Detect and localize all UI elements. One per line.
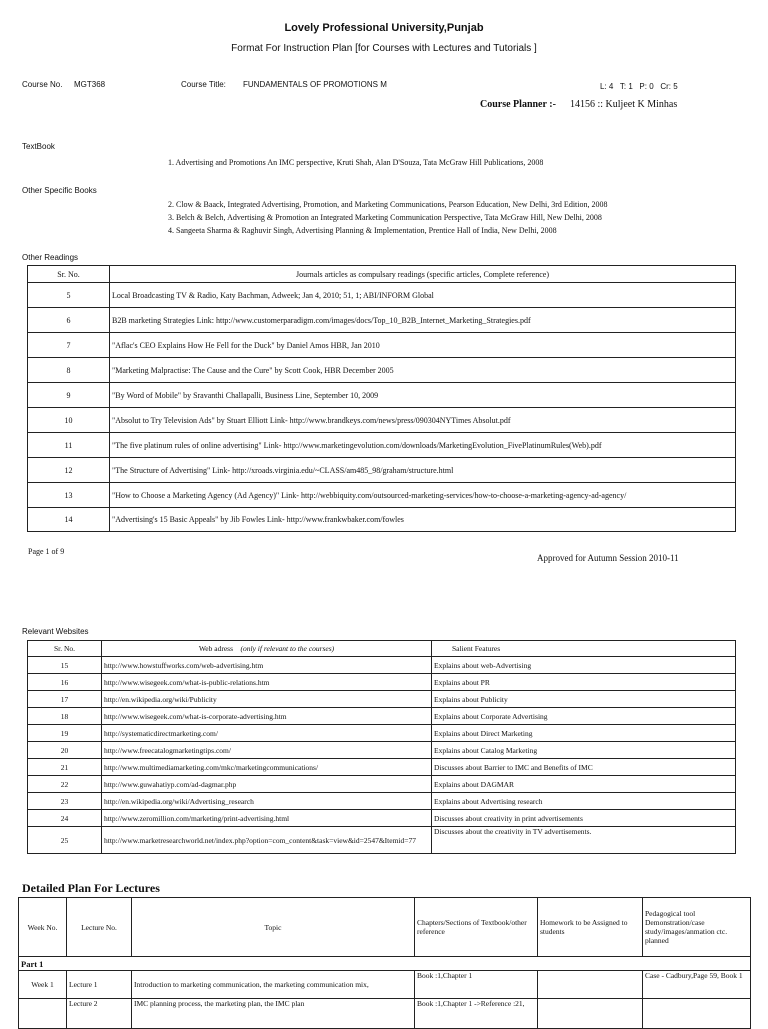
website-feature: Discusses about Barrier to IMC and Benefits of IMC <box>432 759 736 776</box>
table-row <box>28 433 736 458</box>
course-no-label: Course No. <box>22 80 63 89</box>
reading-no: 13 <box>28 483 110 508</box>
course-planner: 14156 :: Kuljeet K Minhas <box>570 99 678 110</box>
reading-text: "Aflac's CEO Explains How He Fell for the Duck" by Daniel Amos HBR, Jan 2010 <box>110 333 736 358</box>
reading-text: "By Word of Mobile" by Sravanthi Challapalli, Business Line, September 10, 2009 <box>110 383 736 408</box>
website-url: http://www.marketresearchworld.net/index.php?option=com_content&task=view&id=2547&Itemid=77 <box>102 827 432 854</box>
website-feature: Explains about Direct Marketing <box>432 725 736 742</box>
reading-no: 5 <box>28 283 110 308</box>
reading-text: Local Broadcasting TV & Radio, Katy Bachman, Adweek; Jan 4, 2010; 51, 1; ABI/INFORM Global <box>110 283 736 308</box>
other-readings-label: Other Readings <box>22 253 79 262</box>
part-label: Part 1 <box>19 957 751 971</box>
lectures-header-pedagogy: Pedagogical tool Demonstration/case study/images/anmation ctc. planned <box>643 898 751 957</box>
website-url: http://www.zeromillion.com/marketing/print-advertising.html <box>102 810 432 827</box>
readings-table <box>27 265 736 532</box>
table-row <box>28 827 736 854</box>
reading-no: 8 <box>28 358 110 383</box>
approved-session: Approved for Autumn Session 2010-11 <box>537 553 679 563</box>
table-row <box>28 725 736 742</box>
table-row <box>28 408 736 433</box>
website-url: http://www.wisegeek.com/what-is-corporate-advertising.htm <box>102 708 432 725</box>
website-no: 24 <box>28 810 102 827</box>
websites-label: Relevant Websites <box>22 627 89 636</box>
table-row <box>28 657 736 674</box>
reading-no: 6 <box>28 308 110 333</box>
format-subtitle: Format For Instruction Plan [for Courses with Lectures and Tutorials ] <box>231 43 537 54</box>
website-feature: Discusses about creativity in print advertisements <box>432 810 736 827</box>
lectures-header-week: Week No. <box>19 898 67 957</box>
page-number: Page 1 of 9 <box>28 547 65 556</box>
readings-header-ref: Journals articles as compulsary readings (specific articles, Complete reference) <box>110 266 736 283</box>
reading-no: 10 <box>28 408 110 433</box>
website-url: http://www.howstuffworks.com/web-advertising.htm <box>102 657 432 674</box>
lecture-topic: Introduction to marketing communication, the marketing communication mix, <box>132 971 415 999</box>
website-no: 23 <box>28 793 102 810</box>
website-no: 18 <box>28 708 102 725</box>
lectures-header-lecture: Lecture No. <box>67 898 132 957</box>
lecture-pedagogy <box>643 999 751 1029</box>
website-feature: Explains about DAGMAR <box>432 776 736 793</box>
table-row <box>28 691 736 708</box>
website-url: http://www.guwahatiyp.com/ad-dagmar.php <box>102 776 432 793</box>
website-no: 16 <box>28 674 102 691</box>
reading-no: 11 <box>28 433 110 458</box>
website-url: http://www.multimediamarketing.com/mkc/marketingcommunications/ <box>102 759 432 776</box>
table-row <box>28 508 736 532</box>
textbook-item: 1. Advertising and Promotions An IMC perspective, Kruti Shah, Alan D'Souza, Tata McGraw Hill Publications, 2008 <box>168 158 544 167</box>
course-title: FUNDAMENTALS OF PROMOTIONS M <box>243 80 387 89</box>
website-url: http://www.freecatalogmarketingtips.com/ <box>102 742 432 759</box>
websites-header-features: Salient Features <box>432 641 736 657</box>
website-no: 21 <box>28 759 102 776</box>
table-row <box>28 674 736 691</box>
website-feature: Discusses about the creativity in TV advertisements. <box>432 827 736 854</box>
course-planner-label: Course Planner :- <box>480 99 556 110</box>
websites-header-web <box>102 641 432 657</box>
other-book-item: 2. Clow & Baack, Integrated Advertising, Promotion, and Marketing Communications, Pearson Education, New Delhi, 3rd Edition, 2008 <box>168 200 608 209</box>
other-books-label: Other Specific Books <box>22 186 97 195</box>
lecture-no: Lecture 1 <box>67 971 132 999</box>
websites-header-note: (only if relevant to the courses) <box>240 644 335 653</box>
website-feature: Explains about PR <box>432 674 736 691</box>
websites-header-web-label: Web adress <box>198 644 234 653</box>
lecture-week: Week 1 <box>19 971 67 999</box>
reading-no: 9 <box>28 383 110 408</box>
website-url: http://en.wikipedia.org/wiki/Publicity <box>102 691 432 708</box>
reading-text: "How to Choose a Marketing Agency (Ad Agency)" Link- http://webbiquity.com/outsourced-marketing-services/how-to-choose-a-marketing-agency-ad-agency/ <box>110 483 736 508</box>
website-feature: Explains about Catalog Marketing <box>432 742 736 759</box>
website-no: 15 <box>28 657 102 674</box>
table-row <box>28 742 736 759</box>
reading-text: "Marketing Malpractise: The Cause and the Cure" by Scott Cook, HBR December 2005 <box>110 358 736 383</box>
websites-header-sr: Sr. No. <box>28 641 102 657</box>
readings-header-sr: Sr. No. <box>28 266 110 283</box>
lecture-chapters: Book :1,Chapter 1 ->Reference :21, <box>415 999 538 1029</box>
table-row <box>28 358 736 383</box>
table-row <box>28 793 736 810</box>
university-title: Lovely Professional University,Punjab <box>284 22 484 34</box>
reading-text: B2B marketing Strategies Link: http://www.customerparadigm.com/images/docs/Top_10_B2B_Internet_Marketing_Strategies.pdf <box>110 308 736 333</box>
textbook-label: TextBook <box>22 142 55 151</box>
website-url: http://systematicdirectmarketing.com/ <box>102 725 432 742</box>
table-row <box>19 999 751 1029</box>
other-book-item: 3. Belch & Belch, Advertising & Promotion an Integrated Marketing Communication Perspective, Tata McGraw Hill, New Delhi, 2008 <box>168 213 602 222</box>
website-no: 20 <box>28 742 102 759</box>
website-feature: Explains about web-Advertising <box>432 657 736 674</box>
lectures-title: Detailed Plan For Lectures <box>22 881 160 895</box>
course-ltpc: L: 4 T: 1 P: 0 Cr: 5 <box>600 82 678 91</box>
table-row <box>28 308 736 333</box>
lecture-week <box>19 999 67 1029</box>
reading-no: 12 <box>28 458 110 483</box>
table-row <box>28 810 736 827</box>
lectures-table <box>18 897 751 1029</box>
reading-text: "The five platinum rules of online advertising" Link- http://www.marketingevolution.com/downloads/MarketingEvolution_FivePlatinumRules(Web).pdf <box>110 433 736 458</box>
table-row <box>28 483 736 508</box>
website-no: 22 <box>28 776 102 793</box>
lectures-header-chapters: Chapters/Sections of Textbook/other reference <box>415 898 538 957</box>
website-feature: Explains about Corporate Advertising <box>432 708 736 725</box>
website-url: http://www.wisegeek.com/what-is-public-relations.htm <box>102 674 432 691</box>
lecture-homework <box>538 999 643 1029</box>
lecture-pedagogy: Case - Cadbury,Page 59, Book 1 <box>643 971 751 999</box>
reading-text: "The Structure of Advertising" Link- http://xroads.virginia.edu/~CLASS/am485_98/graham/structure.html <box>110 458 736 483</box>
course-no: MGT368 <box>74 80 106 89</box>
table-row <box>28 759 736 776</box>
lecture-chapters: Book :1,Chapter 1 <box>415 971 538 999</box>
reading-no: 14 <box>28 508 110 532</box>
website-no: 17 <box>28 691 102 708</box>
lecture-homework <box>538 971 643 999</box>
other-book-item: 4. Sangeeta Sharma & Raghuvir Singh, Advertising Planning & Implementation, Prentice Hall of India, New Delhi, 2008 <box>168 226 557 235</box>
table-row <box>28 333 736 358</box>
lectures-header-topic: Topic <box>132 898 415 957</box>
website-no: 25 <box>28 827 102 854</box>
course-title-label: Course Title: <box>181 80 226 89</box>
website-url: http://en.wikipedia.org/wiki/Advertising_research <box>102 793 432 810</box>
lectures-header-homework: Homework to be Assigned to students <box>538 898 643 957</box>
website-feature: Explains about Advertising research <box>432 793 736 810</box>
website-feature: Explains about Publicity <box>432 691 736 708</box>
table-row <box>28 708 736 725</box>
table-row <box>19 971 751 999</box>
table-row <box>28 383 736 408</box>
table-row <box>28 776 736 793</box>
table-row <box>28 283 736 308</box>
lecture-no: Lecture 2 <box>67 999 132 1029</box>
websites-table <box>27 640 736 854</box>
reading-text: "Absolut to Try Television Ads" by Stuart Elliott Link- http://www.brandkeys.com/news/press/090304NYTimes Absolut.pdf <box>110 408 736 433</box>
lecture-topic: IMC planning process, the marketing plan, the IMC plan <box>132 999 415 1029</box>
reading-text: "Advertising's 15 Basic Appeals" by Jib Fowles Link- http://www.frankwbaker.com/fowles <box>110 508 736 532</box>
website-no: 19 <box>28 725 102 742</box>
table-row <box>28 458 736 483</box>
reading-no: 7 <box>28 333 110 358</box>
